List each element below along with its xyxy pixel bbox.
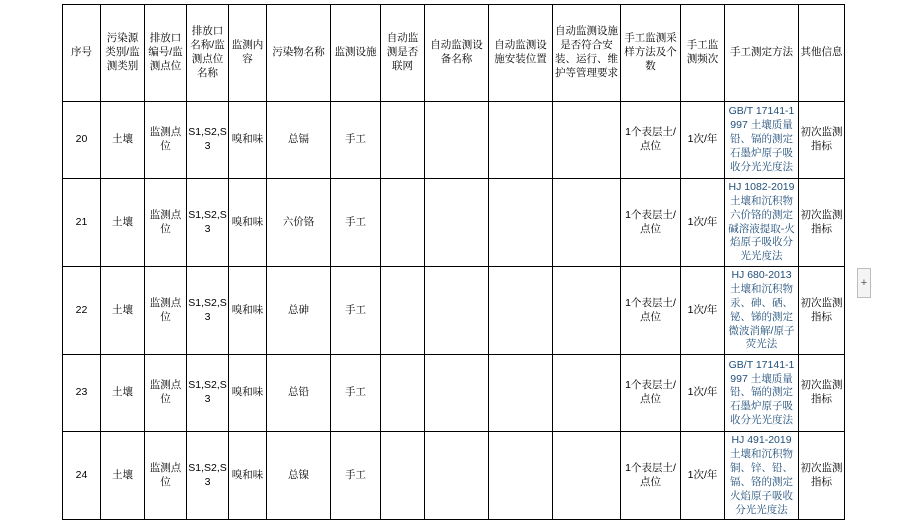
- cell-auto-position: [489, 355, 553, 432]
- cell-auto-network: [381, 179, 425, 267]
- cell-pollutant: 总铅: [267, 355, 331, 432]
- cell-content: 嗅和味: [229, 102, 267, 179]
- cell-frequency: 1次/年: [681, 102, 725, 179]
- cell-outlet-name: S1,S2,S3: [187, 102, 229, 179]
- header-method: 手工测定方法: [725, 5, 799, 102]
- cell-sampling: 1个表层土/点位: [621, 179, 681, 267]
- cell-auto-device: [425, 102, 489, 179]
- cell-frequency: 1次/年: [681, 179, 725, 267]
- cell-method: HJ 1082-2019 土壤和沉积物 六价铬的测定 碱溶液提取-火焰原子吸收分光光度法: [725, 179, 799, 267]
- cell-auto-device: [425, 432, 489, 520]
- cell-category: 土壤: [101, 355, 145, 432]
- cell-content: 嗅和味: [229, 179, 267, 267]
- table-row: [63, 432, 845, 520]
- cell-frequency: 1次/年: [681, 432, 725, 520]
- cell-auto-device: [425, 355, 489, 432]
- cell-category: 土壤: [101, 267, 145, 355]
- cell-category: 土壤: [101, 432, 145, 520]
- cell-facility: 手工: [331, 179, 381, 267]
- cell-content: 嗅和味: [229, 267, 267, 355]
- header-other: 其他信息: [799, 5, 845, 102]
- table-row: [63, 267, 845, 355]
- cell-sampling: 1个表层土/点位: [621, 432, 681, 520]
- cell-other: 初次监测指标: [799, 432, 845, 520]
- cell-auto-compliance: [553, 355, 621, 432]
- cell-other: 初次监测指标: [799, 102, 845, 179]
- header-row: [63, 5, 845, 102]
- cell-method: HJ 491-2019 土壤和沉积物 铜、锌、铅、镉、铬的测定 火焰原子吸收分光光度法: [725, 432, 799, 520]
- table-row: [63, 355, 845, 432]
- cell-other: 初次监测指标: [799, 355, 845, 432]
- table-row: [63, 102, 845, 179]
- cell-outlet-name: S1,S2,S3: [187, 355, 229, 432]
- cell-auto-compliance: [553, 102, 621, 179]
- cell-method: GB/T 17141-1997 土壤质量 铅、镉的测定 石墨炉原子吸收分光光度法: [725, 355, 799, 432]
- header-auto-compliance: 自动监测设施是否符合安装、运行、维护等管理要求: [553, 5, 621, 102]
- cell-method: GB/T 17141-1997 土壤质量 铅、镉的测定 石墨炉原子吸收分光光度法: [725, 102, 799, 179]
- cell-sampling: 1个表层土/点位: [621, 355, 681, 432]
- cell-pollutant: 总镍: [267, 432, 331, 520]
- cell-seq: 20: [63, 102, 101, 179]
- cell-pollutant: 总镉: [267, 102, 331, 179]
- cell-other: 初次监测指标: [799, 267, 845, 355]
- cell-auto-compliance: [553, 267, 621, 355]
- cell-frequency: 1次/年: [681, 267, 725, 355]
- cell-other: 初次监测指标: [799, 179, 845, 267]
- cell-category: 土壤: [101, 179, 145, 267]
- cell-outlet-name: S1,S2,S3: [187, 432, 229, 520]
- expand-handle[interactable]: +: [857, 268, 871, 298]
- header-category: 污染源类别/监测类别: [101, 5, 145, 102]
- cell-sampling: 1个表层土/点位: [621, 102, 681, 179]
- cell-seq: 21: [63, 179, 101, 267]
- cell-facility: 手工: [331, 102, 381, 179]
- cell-outlet-name: S1,S2,S3: [187, 179, 229, 267]
- header-facility: 监测设施: [331, 5, 381, 102]
- cell-content: 嗅和味: [229, 355, 267, 432]
- cell-auto-compliance: [553, 179, 621, 267]
- cell-auto-position: [489, 432, 553, 520]
- table-body: [63, 102, 845, 520]
- header-auto-position: 自动监测设施安装位置: [489, 5, 553, 102]
- cell-outlet-code: 监测点位: [145, 102, 187, 179]
- cell-auto-position: [489, 179, 553, 267]
- table-row: [63, 179, 845, 267]
- cell-seq: 22: [63, 267, 101, 355]
- cell-auto-network: [381, 355, 425, 432]
- cell-auto-device: [425, 267, 489, 355]
- header-frequency: 手工监测频次: [681, 5, 725, 102]
- cell-outlet-code: 监测点位: [145, 432, 187, 520]
- cell-outlet-code: 监测点位: [145, 179, 187, 267]
- cell-auto-network: [381, 267, 425, 355]
- header-outlet-name: 排放口名称/监测点位名称: [187, 5, 229, 102]
- cell-facility: 手工: [331, 355, 381, 432]
- cell-outlet-name: S1,S2,S3: [187, 267, 229, 355]
- header-sampling: 手工监测采样方法及个数: [621, 5, 681, 102]
- cell-outlet-code: 监测点位: [145, 355, 187, 432]
- header-seq: 序号: [63, 5, 101, 102]
- header-outlet-code: 排放口编号/监测点位: [145, 5, 187, 102]
- cell-auto-compliance: [553, 432, 621, 520]
- cell-facility: 手工: [331, 432, 381, 520]
- cell-auto-position: [489, 267, 553, 355]
- header-pollutant: 污染物名称: [267, 5, 331, 102]
- cell-auto-network: [381, 432, 425, 520]
- header-auto-network: 自动监测是否联网: [381, 5, 425, 102]
- cell-auto-network: [381, 102, 425, 179]
- header-content: 监测内容: [229, 5, 267, 102]
- cell-content: 嗅和味: [229, 432, 267, 520]
- cell-frequency: 1次/年: [681, 355, 725, 432]
- monitoring-table: [62, 4, 845, 520]
- cell-pollutant: 六价铬: [267, 179, 331, 267]
- header-auto-device: 自动监测设备名称: [425, 5, 489, 102]
- cell-pollutant: 总砷: [267, 267, 331, 355]
- cell-seq: 23: [63, 355, 101, 432]
- monitoring-table-wrapper: [62, 4, 843, 520]
- cell-auto-device: [425, 179, 489, 267]
- cell-sampling: 1个表层土/点位: [621, 267, 681, 355]
- cell-category: 土壤: [101, 102, 145, 179]
- cell-auto-position: [489, 102, 553, 179]
- cell-outlet-code: 监测点位: [145, 267, 187, 355]
- cell-seq: 24: [63, 432, 101, 520]
- cell-facility: 手工: [331, 267, 381, 355]
- cell-method: HJ 680-2013 土壤和沉积物 汞、砷、硒、铋、锑的测定 微波消解/原子荧光法: [725, 267, 799, 355]
- table-header: [63, 5, 845, 102]
